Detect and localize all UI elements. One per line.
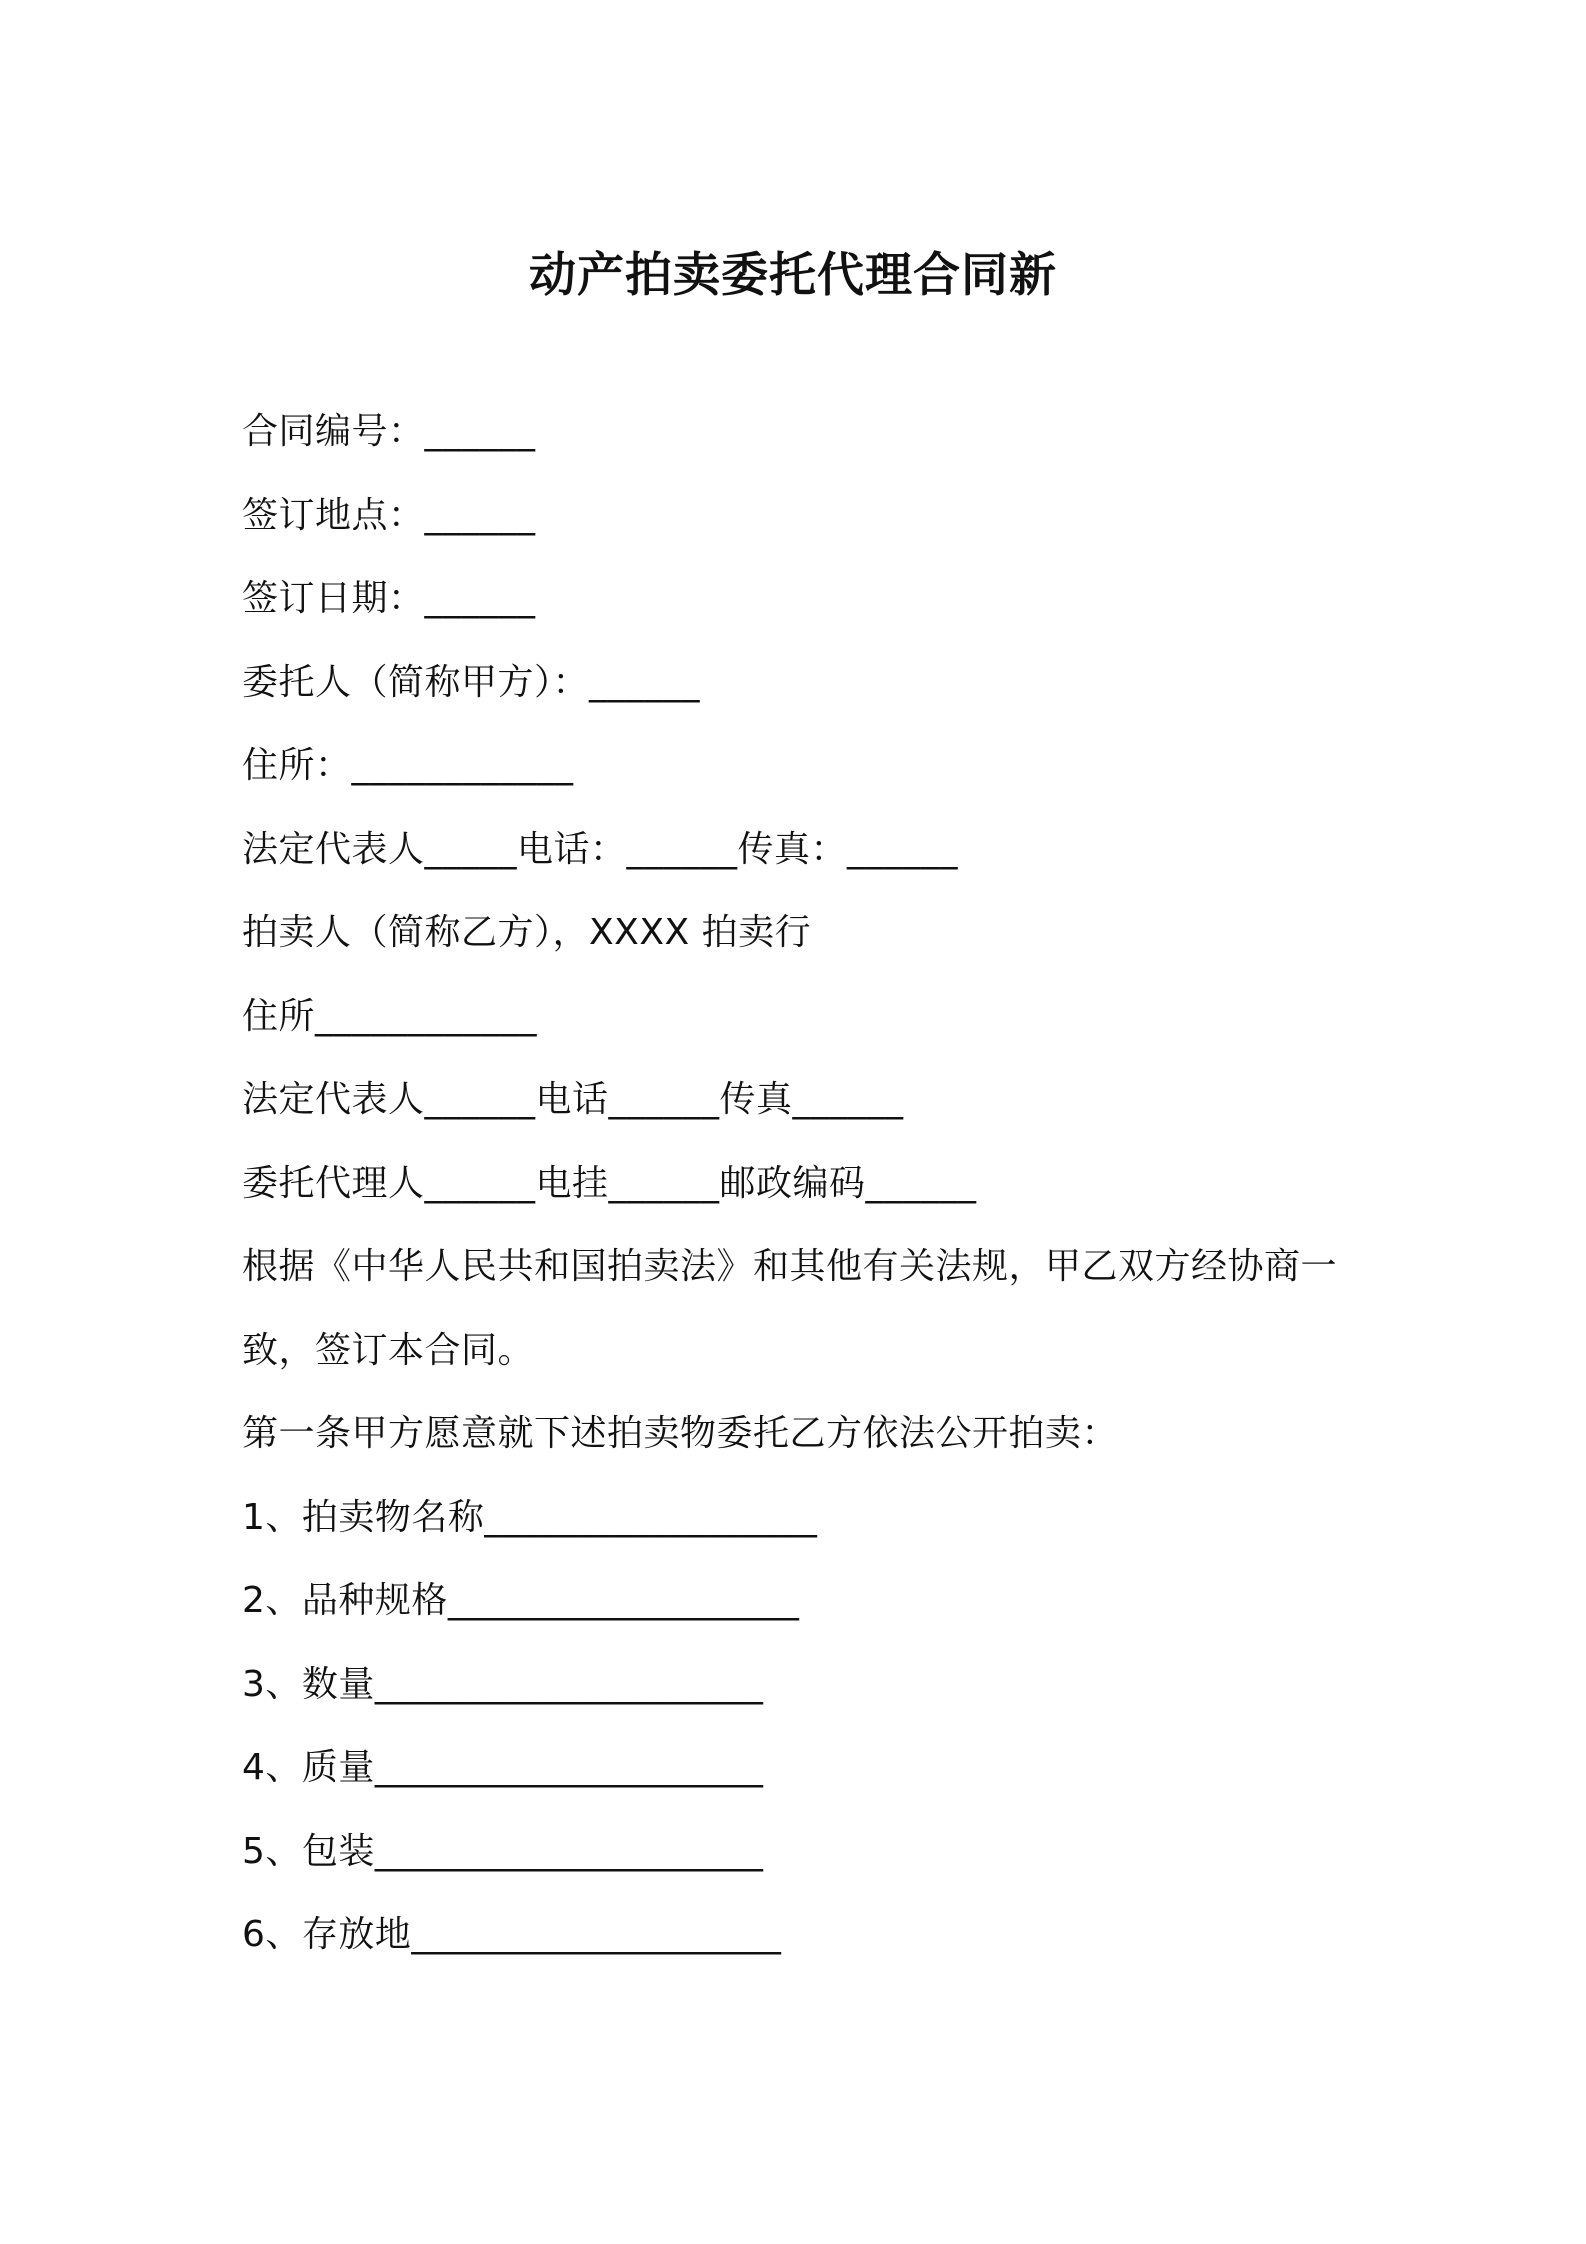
item-quantity-line: 3、数量_____________________	[242, 1663, 764, 1705]
principal-line: 委托人（简称甲方）：______	[242, 661, 701, 703]
principal-representative-line: 法定代表人_____电话：______传真：______	[242, 828, 959, 870]
preamble-line-2: 致，签订本合同。	[242, 1329, 535, 1371]
authorized-agent-line: 委托代理人______电挂______邮政编码______	[242, 1162, 977, 1204]
signing-date-line: 签订日期：______	[242, 578, 536, 619]
item-storage-line: 6、存放地____________________	[242, 1914, 782, 1955]
document-title: 动产拍卖委托代理合同新	[529, 248, 1057, 304]
principal-address-line: 住所：____________	[242, 745, 574, 786]
item-packaging-line: 5、包装_____________________	[242, 1830, 764, 1872]
item-specification-line: 2、品种规格___________________	[242, 1580, 800, 1621]
auctioneer-representative-line: 法定代表人______电话______传真______	[242, 1079, 904, 1120]
article-one-heading: 第一条甲方愿意就下述拍卖物委托乙方依法公开拍卖：	[242, 1413, 1119, 1454]
signing-place-line: 签订地点：______	[242, 494, 536, 536]
contract-body	[242, 404, 1362, 1991]
item-name-line: 1、拍卖物名称__________________	[242, 1496, 818, 1538]
auctioneer-address-line: 住所____________	[242, 995, 538, 1037]
preamble-line-1: 根据《中华人民共和国拍卖法》和其他有关法规，甲乙双方经协商一	[242, 1246, 1338, 1287]
item-quality-line: 4、质量_____________________	[242, 1747, 764, 1788]
auctioneer-line: 拍卖人（简称乙方），XXXX 拍卖行	[242, 912, 812, 953]
contract-number-line: 合同编号：______	[242, 411, 536, 452]
